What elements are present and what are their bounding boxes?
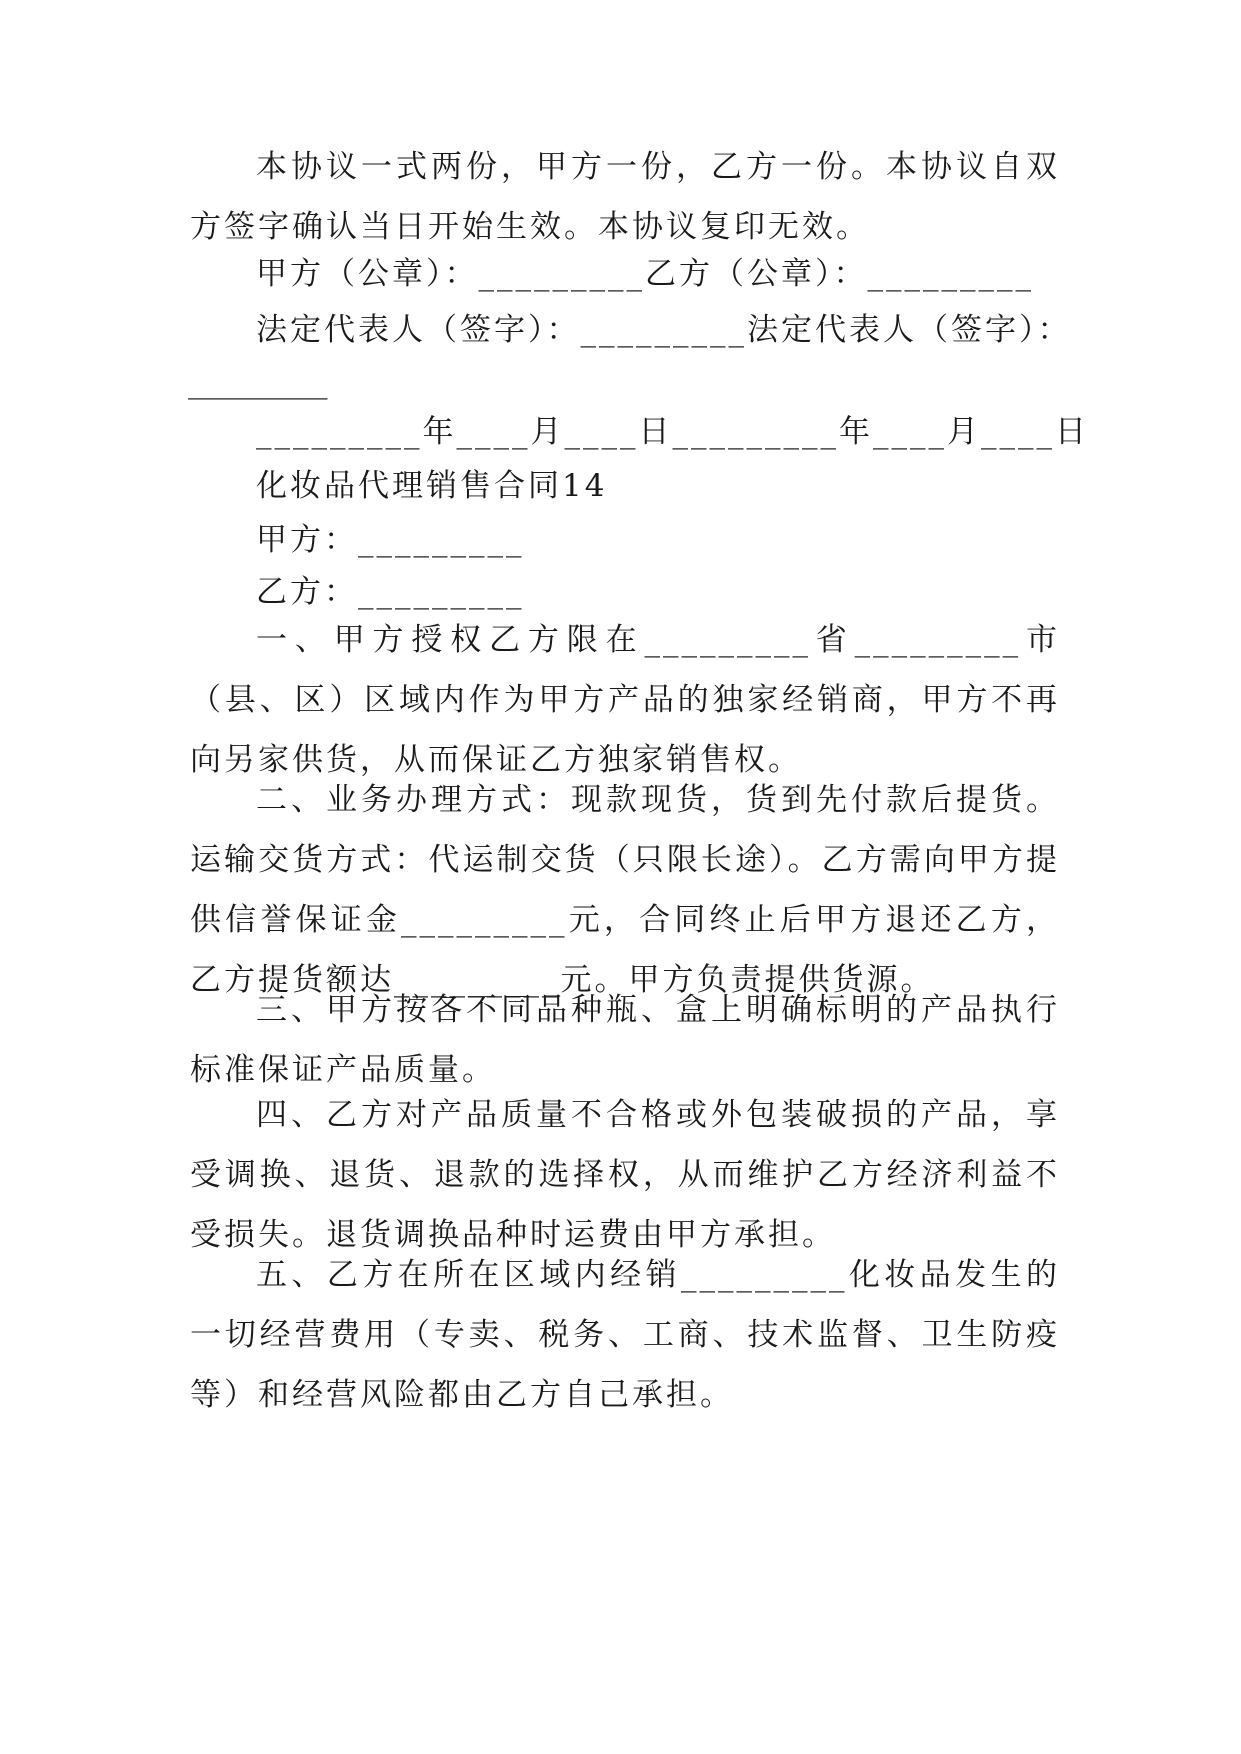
contract-title: 化妆品代理销售合同14 bbox=[256, 468, 608, 504]
clause-1-paragraph: 一、甲方授权乙方限在_________省_________市（县、区）区域内作为甲方产品的独家经销商，甲方不再向另家供货，从而保证乙方独家销售权。 bbox=[190, 622, 1060, 778]
party-b-line: 乙方：_________ bbox=[256, 574, 525, 610]
clause-5-paragraph: 五、乙方在所在区域内经销_________化妆品发生的一切经营费用（专卖、税务、工商、技术监督、卫生防疫等）和经营风险都由乙方自己承担。 bbox=[190, 1257, 1060, 1413]
clause-4-paragraph: 四、乙方对产品质量不合格或外包装破损的产品，享受调换、退货、退款的选择权，从而维护乙方经济利益不受损失。退货调换品种时运费由甲方承担。 bbox=[190, 1097, 1060, 1253]
agreement-copies-paragraph: 本协议一式两份，甲方一份，乙方一份。本协议自双方签字确认当日开始生效。本协议复印无效。 bbox=[190, 149, 1060, 245]
representative-signature-blank: _________ bbox=[188, 364, 328, 400]
seal-signature-line: 甲方（公章）：_________乙方（公章）：_________ bbox=[256, 256, 1034, 292]
clause-2-paragraph: 二、业务办理方式：现款现货，货到先付款后提货。运输交货方式：代运制交货（只限长途）。乙方需向甲方提供信誉保证金_________元，合同终止后甲方退还乙方，乙方提货额达_________元。甲方负责提供货源。 bbox=[190, 782, 1060, 998]
signing-date-line: _________年____月____日_________年____月____日 bbox=[256, 414, 1089, 450]
representative-signature-line: 法定代表人（签字）：_________法定代表人（签字）： bbox=[256, 312, 1072, 348]
clause-3-paragraph: 三、甲方按各不同品种瓶、盒上明确标明的产品执行标准保证产品质量。 bbox=[190, 992, 1060, 1088]
party-a-line: 甲方：_________ bbox=[256, 522, 525, 558]
